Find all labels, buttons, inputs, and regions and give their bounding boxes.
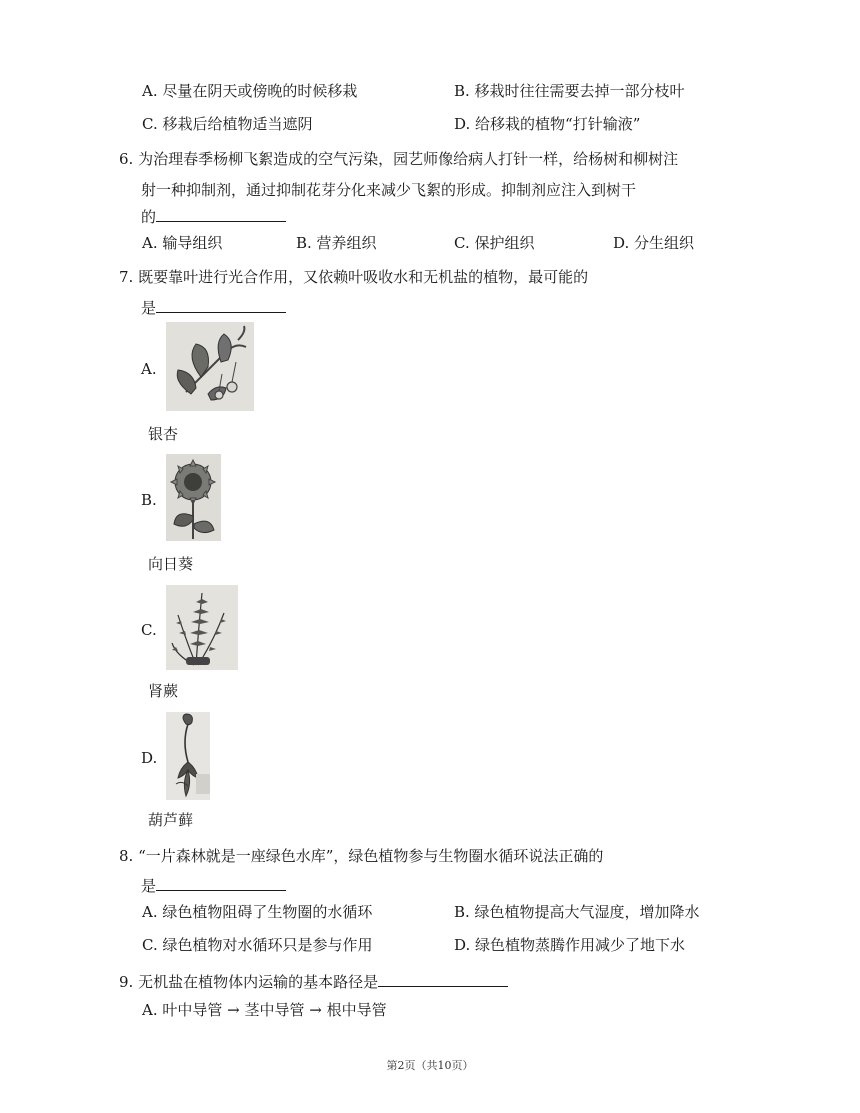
q7-stem-tail: 是	[141, 299, 157, 317]
q7-option-c-letter: C.	[141, 621, 157, 639]
q7-option-d-letter: D.	[141, 749, 158, 767]
q7-option-a-letter: A.	[141, 360, 157, 378]
q9-answer-blank	[378, 970, 508, 987]
q7-option-b-caption: 向日葵	[148, 555, 194, 573]
q5-option-c: C. 移栽后给植物适当遮阴	[142, 115, 313, 133]
q6-option-b: B. 营养组织	[296, 234, 377, 252]
q5-option-b: B. 移栽时往往需要去掉一部分枝叶	[454, 82, 685, 100]
q8-option-a: A. 绿色植物阻碍了生物圈的水循环	[142, 903, 373, 921]
q7-answer-blank	[156, 296, 286, 313]
q5-option-d: D. 给移栽的植物“打针输液”	[454, 115, 641, 133]
q7-option-c-caption: 肾蕨	[148, 682, 179, 700]
q8-option-c: C. 绿色植物对水循环只是参与作用	[142, 936, 373, 954]
ginkgo-image	[166, 322, 254, 411]
q7-stem-line2	[141, 296, 286, 318]
q8-stem-line2	[141, 874, 286, 896]
q8-option-b: B. 绿色植物提高大气湿度，增加降水	[454, 903, 700, 921]
q6-stem-line1: 6. 为治理春季杨柳飞絮造成的空气污染，园艺师像给病人打针一样，给杨树和柳树注	[119, 150, 679, 168]
q7-option-b-letter: B.	[141, 491, 157, 509]
q6-stem-line3	[141, 205, 286, 227]
q6-option-c: C. 保护组织	[454, 234, 535, 252]
q7-option-a-caption: 银杏	[148, 425, 179, 443]
q7-option-d-caption: 葫芦藓	[148, 811, 194, 829]
page-footer: 第2页（共10页）	[386, 1059, 474, 1072]
q9-option-a: A. 叶中导管 → 茎中导管 → 根中导管	[142, 1001, 387, 1019]
q6-option-d: D. 分生组织	[613, 234, 695, 252]
moss-image	[166, 712, 210, 800]
q8-option-d: D. 绿色植物蒸腾作用减少了地下水	[454, 936, 686, 954]
q6-answer-blank	[156, 205, 286, 222]
q6-stem-tail: 的	[141, 208, 157, 226]
q7-stem-line1: 7. 既要靠叶进行光合作用，又依赖叶吸收水和无机盐的植物，最可能的	[119, 268, 589, 286]
q8-stem-line1: 8. “一片森林就是一座绿色水库”，绿色植物参与生物圈水循环说法正确的	[119, 847, 604, 865]
q9-stem-text: 9. 无机盐在植物体内运输的基本路径是	[119, 973, 379, 991]
q9-stem-line1	[119, 970, 508, 992]
q6-option-a: A. 输导组织	[142, 234, 223, 252]
sunflower-image	[166, 454, 221, 541]
q8-stem-tail: 是	[141, 877, 157, 895]
q5-option-a: A. 尽量在阴天或傍晚的时候移栽	[142, 82, 358, 100]
fern-image	[166, 585, 238, 670]
q6-stem-line2: 射一种抑制剂，通过抑制花芽分化来减少飞絮的形成。抑制剂应注入到树干	[141, 181, 637, 199]
q8-answer-blank	[156, 874, 286, 891]
